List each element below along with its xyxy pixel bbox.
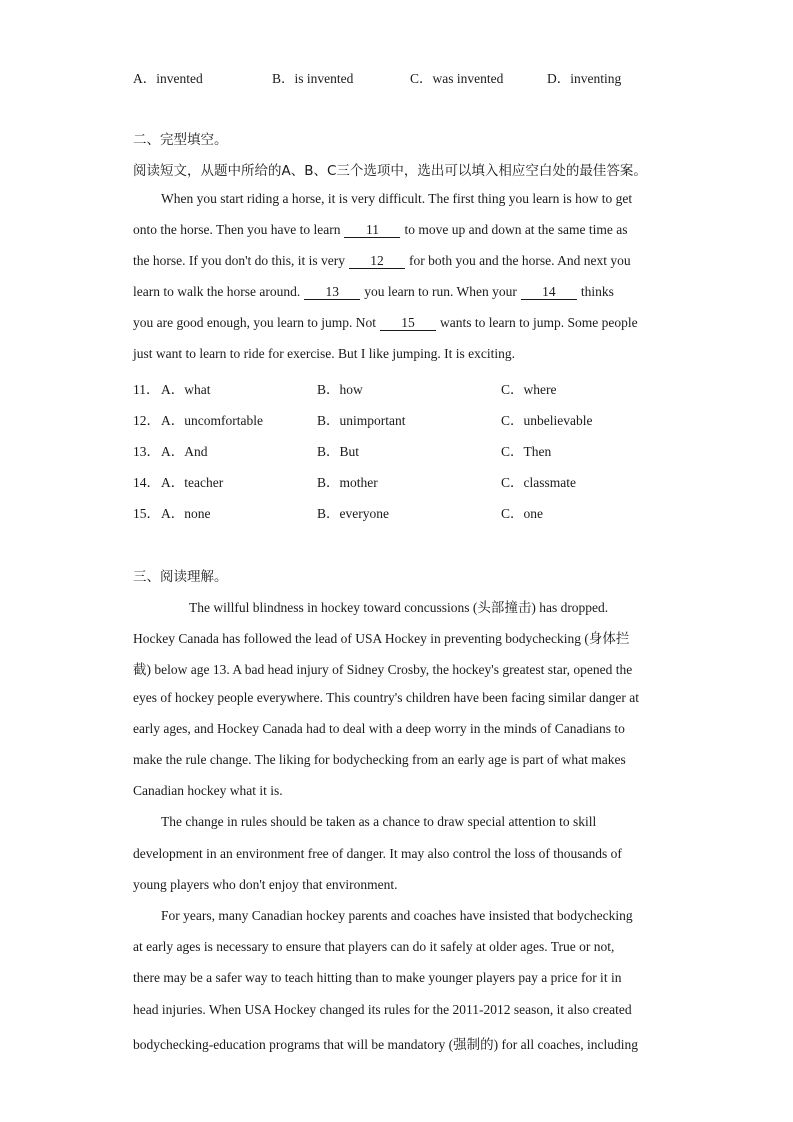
option-c[interactable]: C．one xyxy=(501,506,543,521)
option-a[interactable]: A．And xyxy=(161,444,208,459)
option-c[interactable]: C．Then xyxy=(501,444,552,459)
option-b[interactable]: B．everyone xyxy=(317,506,389,521)
option-a[interactable]: A．teacher xyxy=(161,475,224,490)
q10-option-b: B．is invented xyxy=(272,71,354,86)
option-c[interactable]: C．where xyxy=(501,382,557,397)
passage-line: bodychecking-education programs that will be mandatory (强制的) for all coaches, including xyxy=(133,1037,638,1052)
blank-12[interactable]: 12 xyxy=(349,254,405,269)
q10-option-c: C．was invented xyxy=(410,71,504,86)
passage-line: learn to walk the horse around. 13 you learn to run. When your 14 thinks xyxy=(133,284,614,299)
option-b[interactable]: B．how xyxy=(317,382,363,397)
passage-line: development in an environment free of danger. It may also control the loss of thousands of xyxy=(133,846,622,861)
q10-option-d: D．inventing xyxy=(547,71,622,86)
passage-line: there may be a safer way to teach hitting than to make younger players pay a price for it in xyxy=(133,970,622,985)
section2-title: 二、完型填空。 xyxy=(133,132,228,148)
q10-option-a: A．invented xyxy=(133,71,203,86)
passage-line: The change in rules should be taken as a chance to draw special attention to skill xyxy=(161,814,597,829)
option-c[interactable]: C．unbelievable xyxy=(501,413,593,428)
passage-line: onto the horse. Then you have to learn 11 to move up and down at the same time as xyxy=(133,222,628,237)
passage-line: young players who don't enjoy that environment. xyxy=(133,877,398,892)
option-b[interactable]: B．unimportant xyxy=(317,413,406,428)
passage-line: eyes of hockey people everywhere. This country's children have been facing similar danger at xyxy=(133,690,639,705)
blank-13[interactable]: 13 xyxy=(304,285,360,300)
section3-title: 三、阅读理解。 xyxy=(133,569,228,585)
option-b[interactable]: B．But xyxy=(317,444,360,459)
section2-instruction: 阅读短文，从题中所给的A、B、C三个选项中，选出可以填入相应空白处的最佳答案。 xyxy=(133,163,647,179)
blank-14[interactable]: 14 xyxy=(521,285,577,300)
passage-line: When you start riding a horse, it is very difficult. The first thing you learn is how to get xyxy=(161,191,633,206)
passage-line: 截) below age 13. A bad head injury of Sidney Crosby, the hockey's greatest star, opened the xyxy=(133,662,633,677)
option-c[interactable]: C．classmate xyxy=(501,475,576,490)
passage-line: The willful blindness in hockey toward concussions (头部撞击) has dropped. xyxy=(189,600,609,615)
passage-line: the horse. If you don't do this, it is very 12 for both you and the horse. And next you xyxy=(133,253,631,268)
option-a[interactable]: A．none xyxy=(161,506,211,521)
passage-line: make the rule change. The liking for bodychecking from an early age is part of what makes xyxy=(133,752,626,767)
blank-11[interactable]: 11 xyxy=(344,223,400,238)
passage-line: early ages, and Hockey Canada had to deal with a deep worry in the minds of Canadians to xyxy=(133,721,625,736)
passage-line: For years, many Canadian hockey parents and coaches have insisted that bodychecking xyxy=(161,908,633,923)
option-a[interactable]: A．uncomfortable xyxy=(161,413,263,428)
blank-15[interactable]: 15 xyxy=(380,316,436,331)
option-b[interactable]: B．mother xyxy=(317,475,378,490)
passage-line: you are good enough, you learn to jump. Not 15 wants to learn to jump. Some people xyxy=(133,315,638,330)
passage-line: just want to learn to ride for exercise. But I like jumping. It is exciting. xyxy=(133,346,516,361)
passage-line: at early ages is necessary to ensure that players can do it safely at older ages. True or not, xyxy=(133,939,615,954)
passage-line: head injuries. When USA Hockey changed its rules for the 2011-2012 season, it also created xyxy=(133,1002,632,1017)
passage-line: Hockey Canada has followed the lead of USA Hockey in preventing bodychecking (身体拦 xyxy=(133,631,630,646)
option-a[interactable]: A．what xyxy=(161,382,211,397)
passage-line: Canadian hockey what it is. xyxy=(133,783,283,798)
